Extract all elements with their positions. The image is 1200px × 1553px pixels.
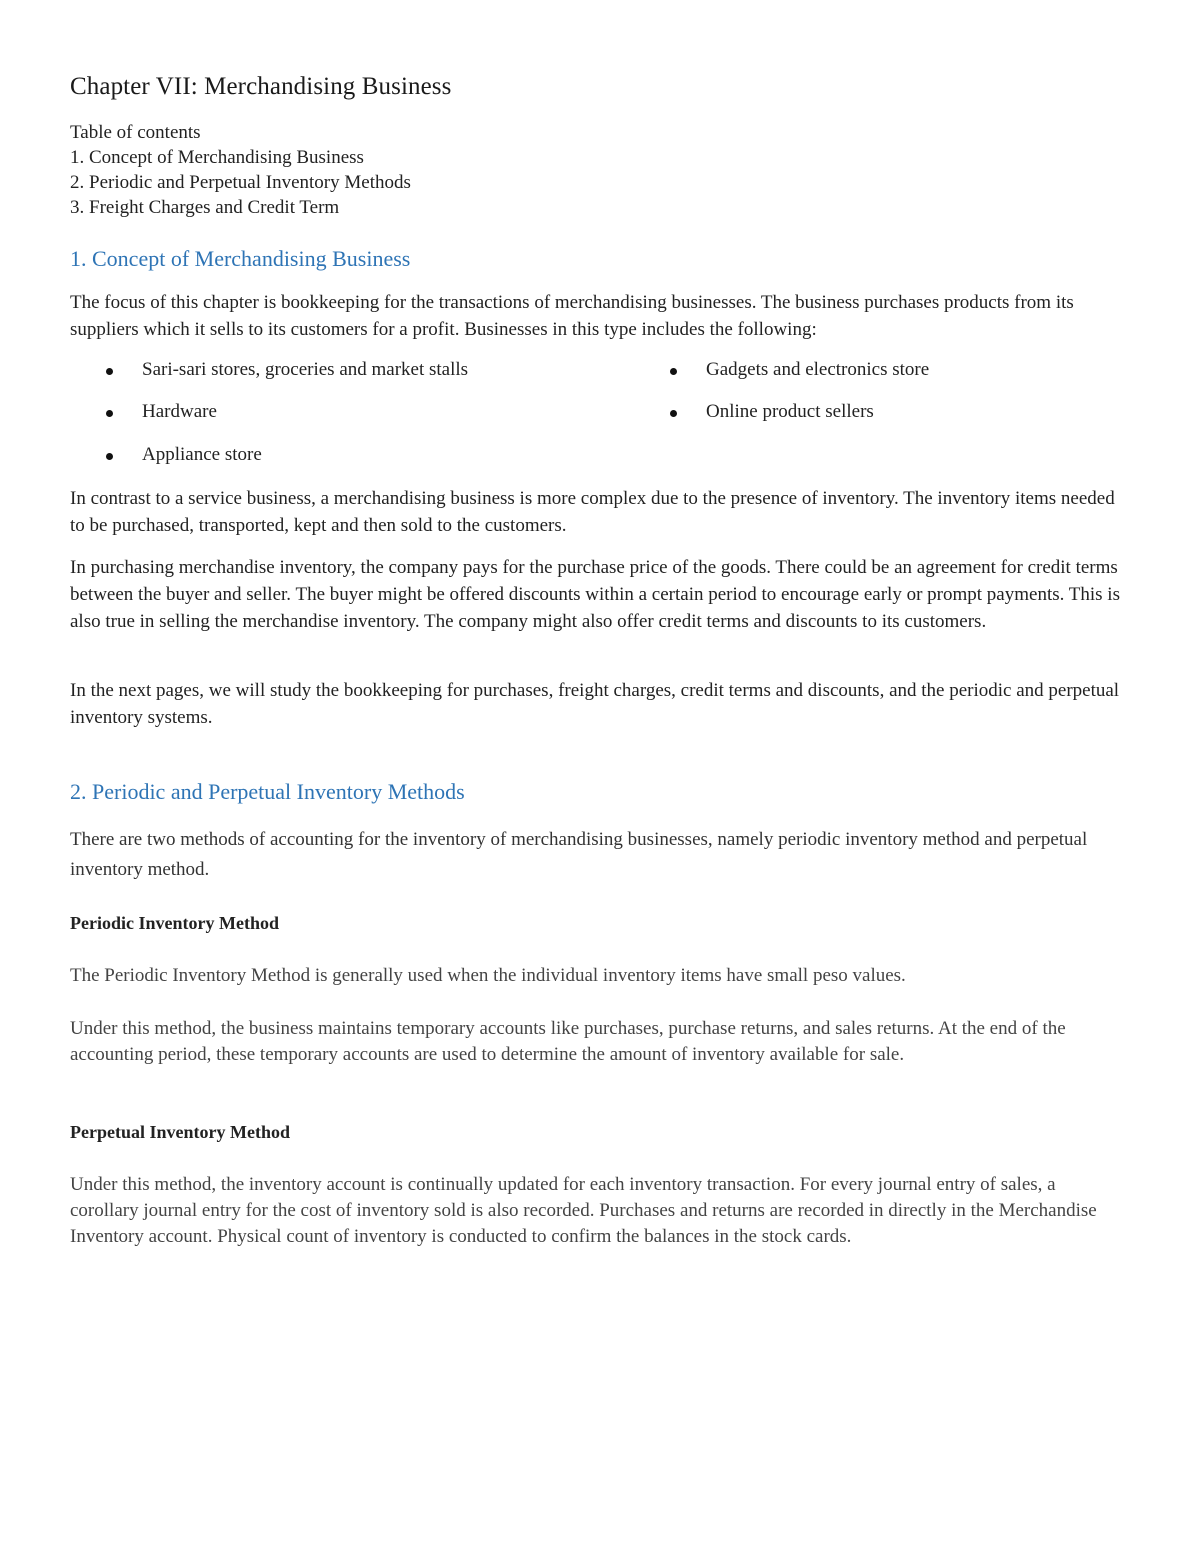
section-heading-concept: 1. Concept of Merchandising Business xyxy=(70,246,411,271)
concept-paragraph-next-pages: In the next pages, we will study the bookkeeping for purchases, freight charges, credit terms and discounts, and the periodic and perpetual inventory systems. xyxy=(70,680,1120,728)
concept-paragraph-inventory: In contrast to a service business, a merchandising business is more complex due to the presence of inventory. The inventory items needed to be purchased, transported, kept and then sold to the customers. xyxy=(70,488,1115,536)
periodic-paragraph-usage: The Periodic Inventory Method is generally used when the individual inventory items have small peso values. xyxy=(70,965,906,986)
chapter-title: Chapter VII: Merchandising Business xyxy=(70,73,452,100)
perpetual-paragraph: Under this method, the inventory account is continually updated for each inventory transaction. For every journal entry of sales, a corollary journal entry for the cost of inventory sold is also recorded. Purchases and returns are recorded in directly in the Merchandise Inventory account. Physical count of inventory is conducted to confirm the balances in the stock cards. xyxy=(70,1174,1097,1247)
toc-item: 1. Concept of Merchandising Business xyxy=(70,147,364,168)
concept-paragraph-purchasing: In purchasing merchandise inventory, the company pays for the purchase price of the goods. There could be an agreement for credit terms between the buyer and seller. The buyer might be offered discounts within a certain period to encourage early or prompt payments. This is also true in selling the merchandise inventory. The company might also offer credit terms and discounts to its customers. xyxy=(70,557,1120,632)
bullet-icon xyxy=(106,368,113,375)
bullet-icon xyxy=(670,368,677,375)
bullet-icon xyxy=(106,410,113,417)
section-heading-inventory-methods: 2. Periodic and Perpetual Inventory Methods xyxy=(70,779,465,804)
methods-intro-paragraph: There are two methods of accounting for the inventory of merchandising businesses, namely periodic inventory method and perpetual inventory method. xyxy=(70,829,1088,880)
table-of-contents xyxy=(70,120,411,220)
toc-item: 2. Periodic and Perpetual Inventory Methods xyxy=(70,172,411,193)
bullet-icon xyxy=(106,453,113,460)
periodic-paragraph-accounts: Under this method, the business maintains temporary accounts like purchases, purchase returns, and sales returns. At the end of the accounting period, these temporary accounts are used to determine the amount of inventory available for sale. xyxy=(70,1018,1066,1065)
toc-heading: Table of contents xyxy=(70,122,201,143)
periodic-method-heading: Periodic Inventory Method xyxy=(70,913,279,933)
bullet-icon xyxy=(670,410,677,417)
concept-intro-paragraph: The focus of this chapter is bookkeeping for the transactions of merchandising businesses. The business purchases products from its suppliers which it sells to its customers for a profit. Businesses in this type includes the following: xyxy=(70,292,1074,340)
toc-item: 3. Freight Charges and Credit Term xyxy=(70,197,340,218)
perpetual-method-heading: Perpetual Inventory Method xyxy=(70,1122,290,1142)
